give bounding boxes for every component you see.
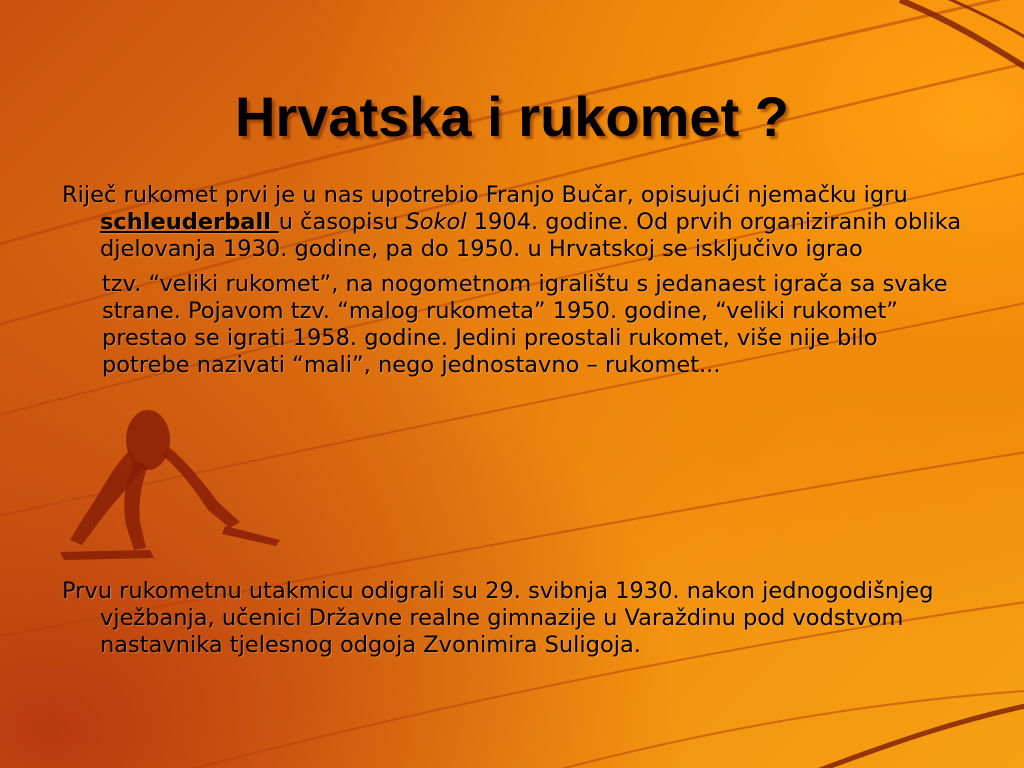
paragraph-text: Riječ rukomet prvi je u nas upotrebio Franjo Bučar, opisujući njemačku igru [62,182,908,208]
sprinter-silhouette-icon [30,400,290,580]
paragraph-text: u časopisu [278,209,406,235]
paragraph-history-intro [62,182,972,263]
paragraph-history-continuation: tzv. “veliki rukomet”, na nogometnom igralištu s jedanaest igrača sa svake strane. Pojavom tzv. “malog rukometa” 1950. godine, “veliki rukomet” prestao se igrati 1958. godine. Jedini preostali rukomet, više nije bilo potrebe nazivati “mali”, nego jednostavno – rukomet... [102,271,948,378]
schleuderball-link[interactable]: schleuderball [100,209,279,235]
sokol-magazine-name: Sokol [405,209,467,235]
paragraph-first-match [62,578,972,659]
paragraph-history [62,182,972,379]
slide-title: Hrvatska i rukomet ? [235,85,789,148]
paragraph-text: 1904. godine. Od prvih organiziranih oblika djelovanja 1930. godine, pa do 1950. u Hrvatskoj se isključivo igrao [100,209,962,262]
paragraph-first-match-text: Prvu rukometnu utakmicu odigrali su 29. svibnja 1930. nakon jednogodišnjeg vježbanja, učenici Državne realne gimnazije u Varaždinu pod vodstvom nastavnika tjelesnog odgoja Zvonimira Suligoja. [62,578,934,658]
